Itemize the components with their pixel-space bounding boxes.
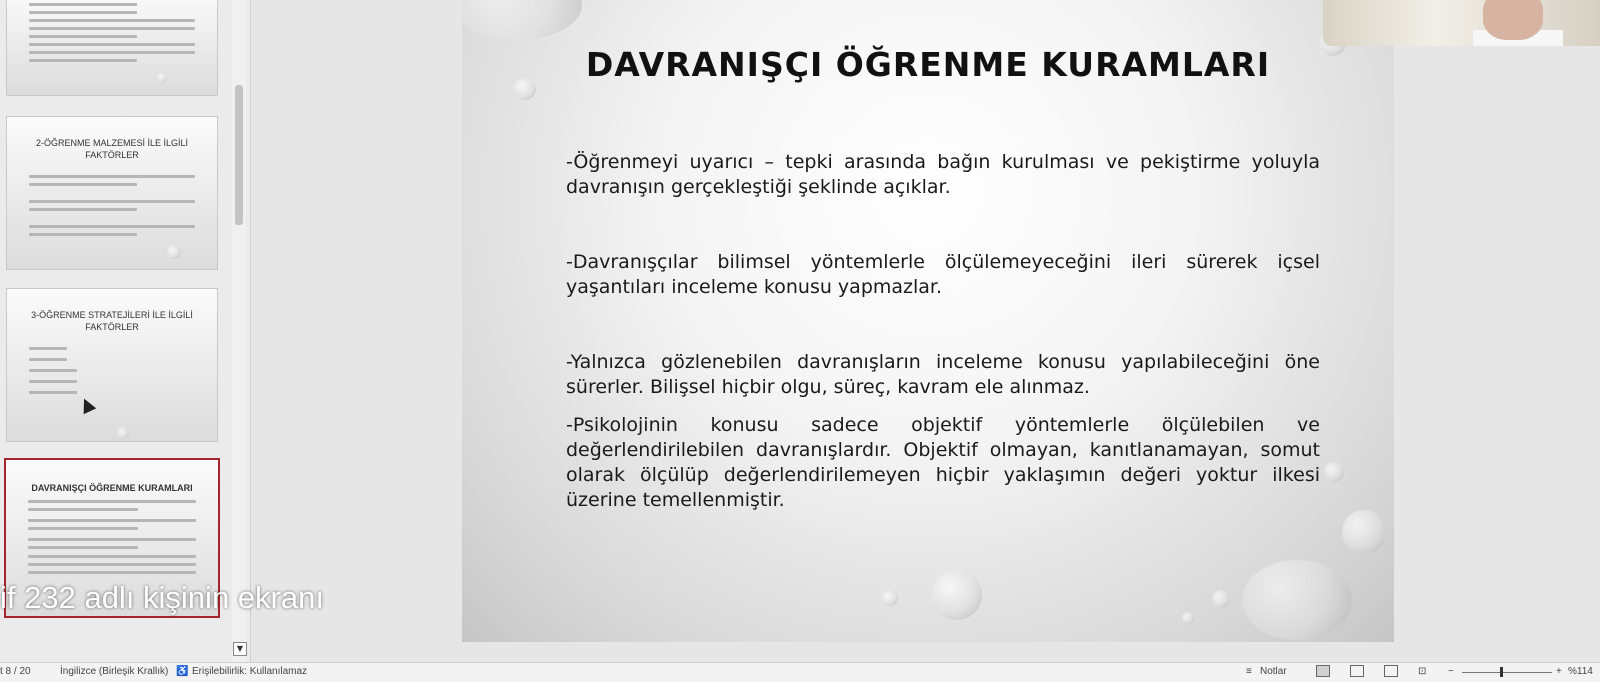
status-bar (0, 662, 1600, 682)
slide-paragraph: -Psikolojinin konusu sadece objektif yöntemlerle ölçülebilen ve değerlendirilebilen davranışlardır. Objektif olmayan, kanıtlanamayan, somut olarak ölçülüp değerlendirilemeyen hiçbir yaklaşımın değeri yoktur ilkesi üzerine temellenmiştir. (566, 414, 1320, 511)
slideshow-view-icon[interactable]: ⊡ (1418, 666, 1427, 677)
slide-paragraph: -Öğrenmeyi uyarıcı – tepki arasında bağın kurulması ve pekiştirme yoluyla davranışın gerçekleştiği şeklinde açıklar. (566, 151, 1320, 198)
slide-sorter-view-icon[interactable] (1350, 665, 1364, 677)
zoom-in-icon[interactable]: + (1556, 666, 1562, 677)
slide-thumbnail[interactable] (6, 288, 218, 442)
zoom-out-icon[interactable]: − (1448, 666, 1454, 677)
thumbnail-title: DAVRANIŞÇI ÖĞRENME KURAMLARI (31, 483, 193, 493)
notes-button[interactable]: Notlar (1260, 666, 1287, 677)
webcam-video (1323, 0, 1600, 46)
thumbnail-title: 3-ÖĞRENME STRATEJİLERİ İLE İLGİLİ FAKTÖRLER (31, 310, 193, 332)
zoom-slider-handle[interactable] (1500, 667, 1503, 677)
scrollbar-thumb[interactable] (235, 85, 243, 225)
water-drop (1212, 590, 1230, 608)
water-drop (462, 0, 582, 40)
thumbnail-scrollbar[interactable] (232, 0, 246, 662)
slide-counter: t 8 / 20 (0, 666, 31, 677)
screen-share-label: if 232 adlı kişinin ekranı (0, 580, 324, 615)
slide-thumbnail[interactable] (6, 116, 218, 270)
slide-thumbnail-pane (0, 0, 251, 662)
accessibility-status[interactable]: Erişilebilirlik: Kullanılamaz (192, 666, 308, 677)
water-drop (1324, 462, 1344, 482)
editor-background (1394, 46, 1600, 642)
slide-thumbnail[interactable] (6, 0, 218, 96)
water-drop (1182, 612, 1194, 624)
thumbnail-title: 2-ÖĞRENME MALZEMESİ İLE İLGİLİ FAKTÖRLER (35, 138, 189, 160)
language-indicator[interactable]: İngilizce (Birleşik Krallık) (60, 666, 169, 677)
slide-paragraph: -Davranışçılar bilimsel yöntemlerle ölçülemeyeceğini ileri sürerek içsel yaşantıları inceleme konusu yapmazlar. (566, 251, 1320, 298)
slide-canvas[interactable] (462, 0, 1394, 642)
accessibility-icon: ♿ (176, 666, 189, 677)
water-drop (882, 590, 898, 606)
water-drop (1242, 560, 1352, 640)
normal-view-icon[interactable] (1316, 665, 1330, 677)
water-drop (1342, 510, 1386, 554)
zoom-level[interactable]: %114 (1568, 666, 1593, 677)
slide-paragraph: -Yalnızca gözlenebilen davranışların inceleme konusu yapılabileceğini öne sürerler. Bilişsel hiçbir olgu, süreç, kavram ele alınmaz. (566, 351, 1320, 398)
slide-title: DAVRANIŞÇI ÖĞRENME KURAMLARI (585, 45, 1271, 84)
notes-icon: ≡ (1246, 666, 1252, 677)
scroll-down-icon[interactable]: ▼ (233, 642, 247, 656)
reading-view-icon[interactable] (1384, 665, 1398, 677)
water-drop (932, 570, 982, 620)
zoom-slider[interactable] (1462, 672, 1552, 673)
